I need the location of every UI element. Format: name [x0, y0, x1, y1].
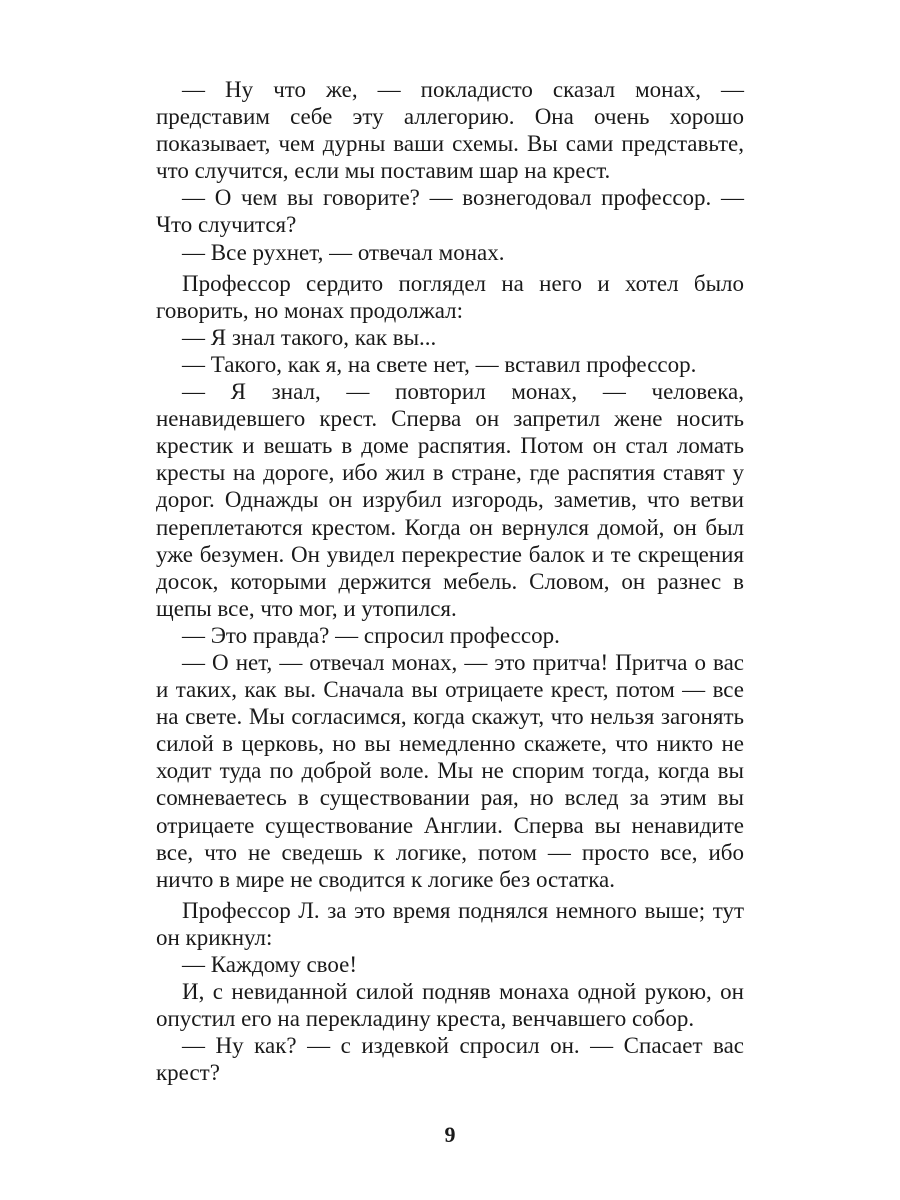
paragraph-4: Профессор сердито поглядел на него и хотел было говорить, но монах продолжал:: [156, 270, 744, 323]
paragraph-1: — Ну что же, — покладисто сказал монах, — представим себе эту аллегорию. Она очень хорошо показывает, чем дурны ваши схемы. Вы сами представьте, что случится, если мы поставим шар на крест.: [156, 77, 744, 184]
paragraph-8: — Это правда? — спросил профессор.: [182, 622, 560, 648]
paragraph-12: И, с невиданной силой подняв монаха одной рукою, он опустил его на перекладину креста, венчавшего собор.: [156, 979, 744, 1032]
paragraph-5: — Я знал такого, как вы...: [182, 324, 437, 350]
paragraph-11: — Каждому свое!: [182, 952, 358, 977]
paragraph-7: — Я знал, — повторил монах, — человека, ненавидевшего крест. Сперва он запретил жене носить крестик и вешать в доме распятия. Потом он стал ломать кресты на дороге, ибо жил в стране, где распятия ставят у дорог. Однажды он изрубил изгородь, заметив, что ветви переплетаются крестом. Когда он вернулся домой, он был уже безумен. Он увидел перекрестие балок и те скрещения досок, которыми держится мебель. Словом, он разнес в щепы все, что мог, и утопился.: [156, 379, 744, 621]
paragraph-3: — Все рухнет, — отвечал монах.: [182, 239, 505, 265]
paragraph-6: — Такого, как я, на свете нет, — вставил профессор.: [182, 351, 697, 377]
paragraph-13: — Ну как? — с издевкой спросил он. — Спасает вас крест?: [156, 1033, 744, 1086]
paragraph-10: Профессор Л. за это время поднялся немного выше; тут он крикнул:: [156, 897, 744, 950]
paragraph-9: — О нет, — отвечал монах, — это притча! Притча о вас и таких, как вы. Сначала вы отрицаете крест, потом — все на свете. Мы согласимся, когда скажут, что нельзя загонять силой в церковь, но вы немедленно скажете, что никто не ходит туда по доброй воле. Мы не спорим тогда, когда вы сомневаетесь в существовании рая, но вслед за этим вы отрицаете существование Англии. Сперва вы ненавидите все, что не сведешь к логике, потом — просто все, ибо ничто в мире не сводится к логике без остатка.: [156, 649, 744, 892]
page-body: [156, 76, 744, 1086]
page-number: 9: [444, 1122, 456, 1147]
paragraph-2: — О чем вы говорите? — вознегодовал профессор. — Что случится?: [156, 185, 744, 238]
